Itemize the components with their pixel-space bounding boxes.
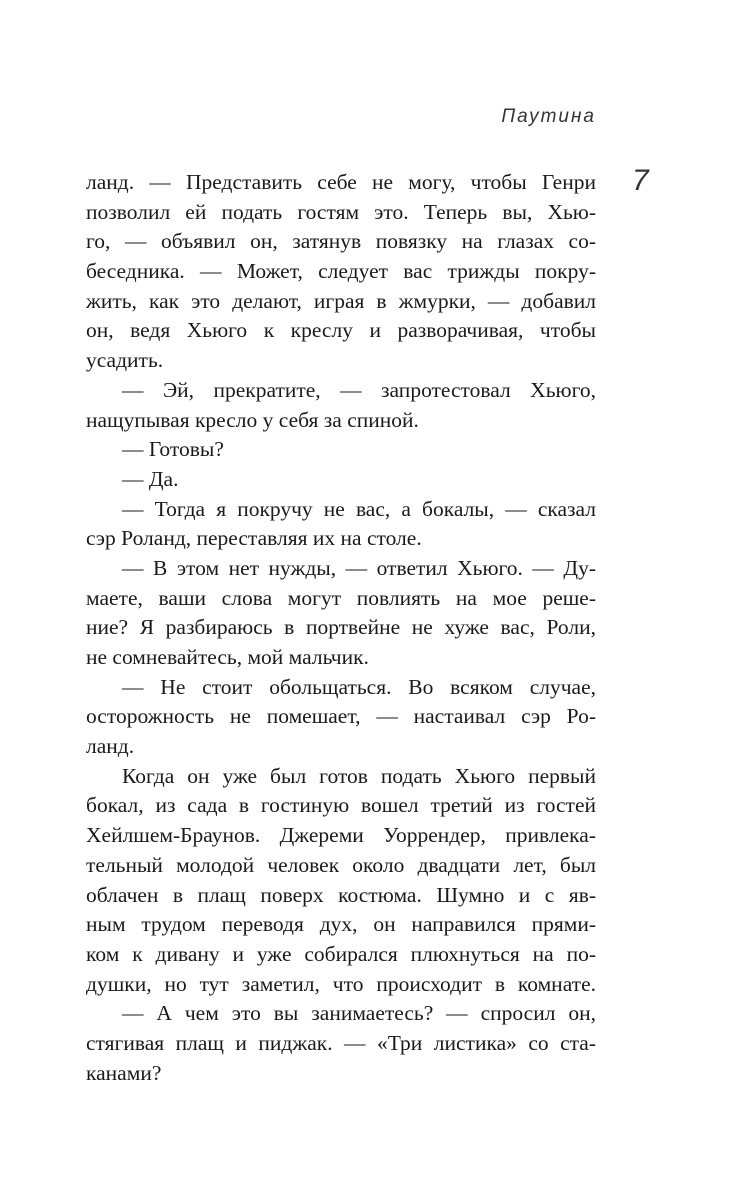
text-line: канами? <box>86 1060 162 1085</box>
text-line: позволил ей подать гостям это. Теперь вы, Хью- <box>86 199 596 224</box>
text-line: — Тогда я покручу не вас, а бокалы, — сказал <box>122 496 596 521</box>
running-head: Паутина <box>501 106 596 127</box>
text-line: — Эй, прекратите, — запротестовал Хьюго, <box>122 377 596 402</box>
body-text <box>86 168 596 1088</box>
text-line: нащупывая кресло у себя за спиной. <box>86 407 419 432</box>
text-line: душки, но тут заметил, что происходит в комнате. <box>86 971 596 996</box>
text-line: — Не стоит обольщаться. Во всяком случае, <box>122 674 596 699</box>
text-line: Хейлшем-Браунов. Джереми Уоррендер, привлека- <box>86 823 596 848</box>
text-line: ком к дивану и уже собирался плюхнуться на по- <box>86 941 596 966</box>
page-number: 7 <box>632 164 649 197</box>
text-line: осторожность не помешает, — настаивал сэр Ро- <box>86 704 596 729</box>
text-line: маете, ваши слова могут повлиять на мое реше- <box>86 585 596 610</box>
text-line: усадить. <box>86 348 164 373</box>
text-line: тельный молодой человек около двадцати лет, был <box>86 852 596 877</box>
text-line: жить, как это делают, играя в жмурки, — добавил <box>86 288 596 313</box>
text-line: — А чем это вы занимаетесь? — спросил он, <box>122 1001 596 1026</box>
text-line: ланд. — Представить себе не могу, чтобы Генри <box>86 170 596 194</box>
text-line: ланд. <box>86 734 135 759</box>
text-line: — Готовы? <box>122 437 224 462</box>
text-line: не сомневайтесь, мой мальчик. <box>86 645 369 669</box>
text-line: го, — объявил он, затянув повязку на глазах со- <box>86 229 596 254</box>
text-line: беседника. — Может, следует вас трижды покру- <box>86 259 596 284</box>
text-line: он, ведя Хьюго к креслу и разворачивая, чтобы <box>86 318 596 343</box>
text-line: Когда он уже был готов подать Хьюго первый <box>122 763 596 788</box>
text-line: облачен в плащ поверх костюма. Шумно и с яв- <box>86 882 596 907</box>
text-line: ным трудом переводя дух, он направился прями- <box>86 912 596 937</box>
text-line: стягивая плащ и пиджак. — «Три листика» со ста- <box>86 1030 596 1055</box>
text-line: — В этом нет нужды, — ответил Хьюго. — Ду- <box>122 555 596 580</box>
text-line: — Да. <box>122 466 179 491</box>
text-line: ние? Я разбираюсь в портвейне не хуже вас, Роли, <box>86 615 596 640</box>
text-line: бокал, из сада в гостиную вошел третий из гостей <box>86 793 596 818</box>
text-line: сэр Роланд, переставляя их на столе. <box>86 526 422 551</box>
